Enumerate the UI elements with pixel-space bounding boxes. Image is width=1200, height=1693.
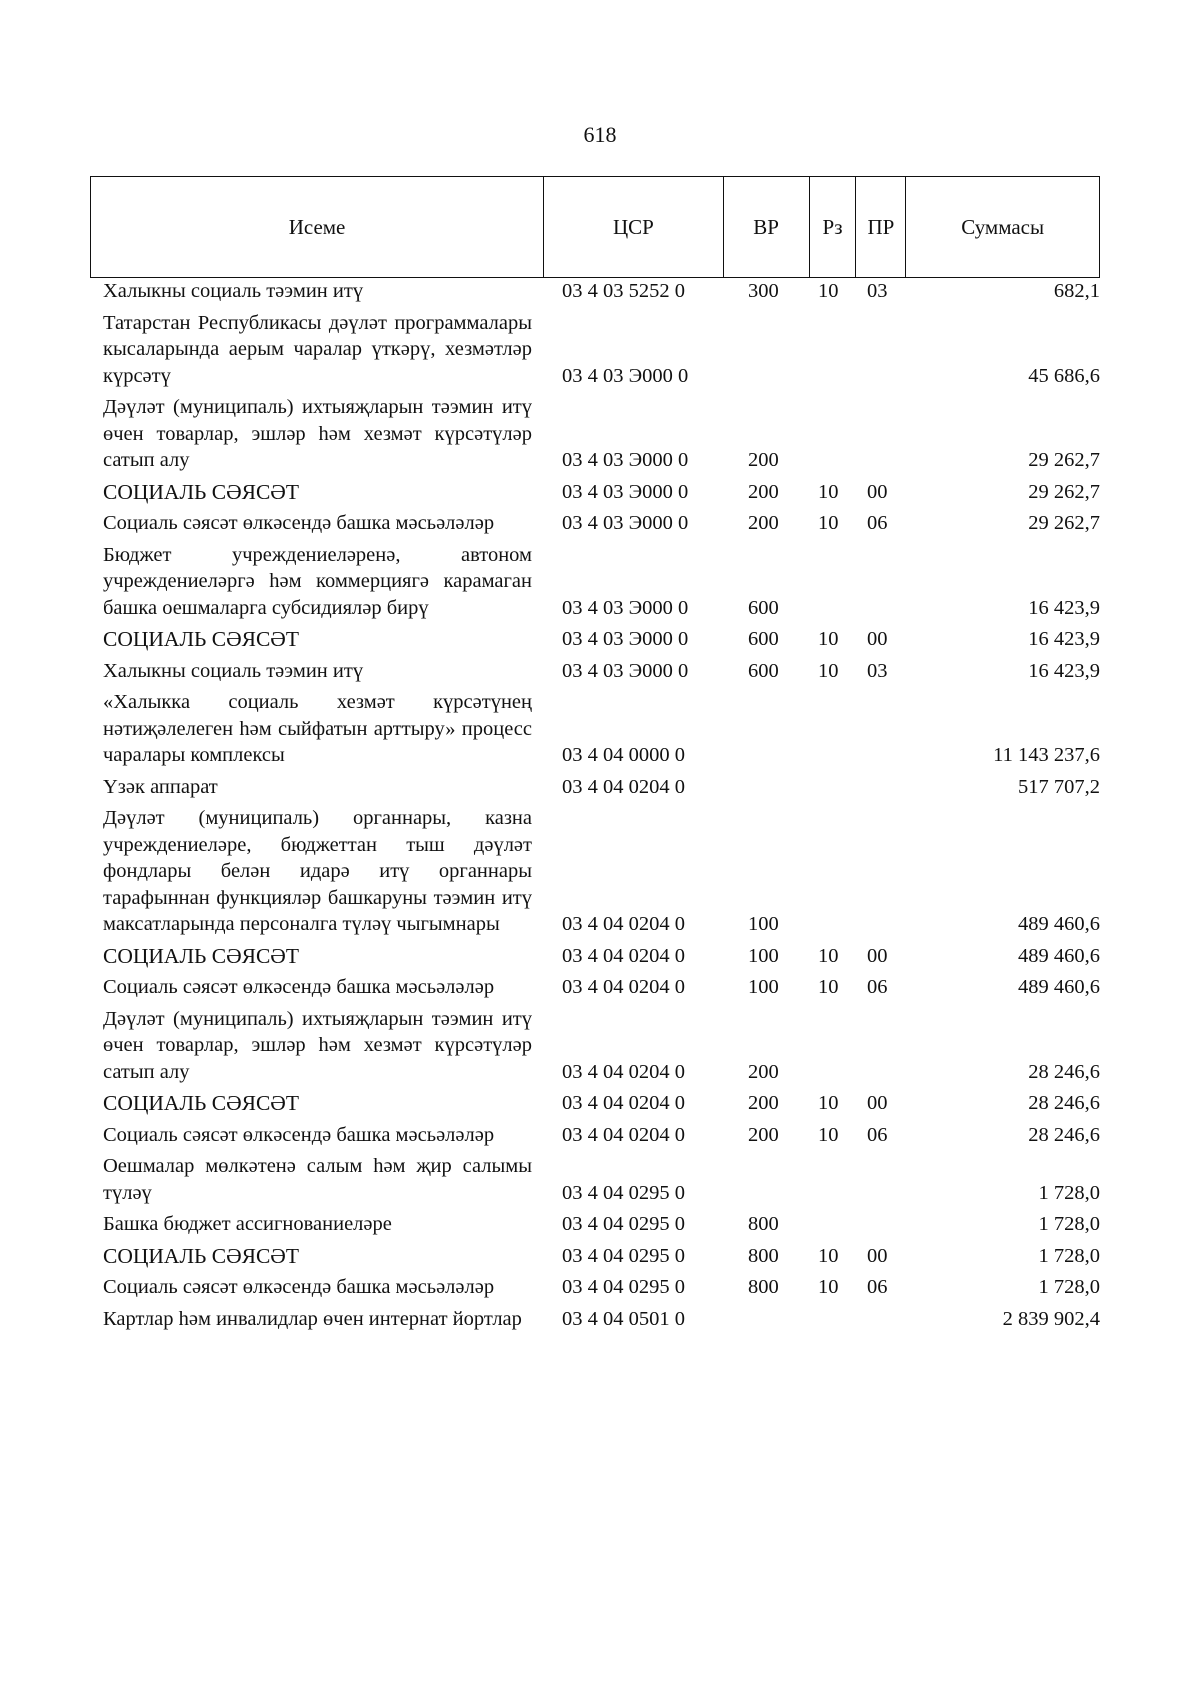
row-csr: 03 4 04 0204 0 (562, 1060, 685, 1083)
row-sum: 1 728,0 (1038, 1276, 1100, 1298)
row-rz: 10 (818, 512, 839, 534)
row-rz: 10 (818, 944, 839, 967)
row-csr: 03 4 04 0295 0 (562, 1181, 685, 1204)
row-name: СОЦИАЛЬ СӘЯСӘТ (103, 1091, 299, 1115)
row-vr: 200 (748, 1092, 779, 1114)
row-name: Социаль сәясәт өлкәсендә башка мәсьәләләр (103, 1276, 495, 1298)
row-csr: 03 4 04 0295 0 (562, 1244, 685, 1267)
row-name: Социаль сәясәт өлкәсендә башка мәсьәләләр (103, 512, 495, 534)
table-row (90, 278, 1100, 305)
header-vr: ВР (724, 177, 810, 277)
row-vr: 200 (748, 1060, 779, 1083)
row-sum: 489 460,6 (1018, 976, 1100, 998)
row-pr: 06 (867, 1123, 888, 1146)
row-pr: 06 (867, 512, 888, 534)
row-csr: 03 4 03 Э000 0 (562, 364, 689, 387)
row-pr: 03 (867, 280, 888, 302)
row-name: СОЦИАЛЬ СӘЯСӘТ (103, 627, 299, 651)
table-header (90, 176, 1100, 278)
row-sum: 682,1 (1053, 280, 1100, 302)
row-csr: 03 4 03 Э000 0 (562, 512, 689, 534)
row-rz: 10 (818, 628, 839, 650)
header-csr: ЦСР (544, 177, 724, 277)
page-number: 618 (583, 122, 617, 147)
row-vr: 200 (748, 1123, 779, 1146)
row-name: «Халыкка социаль хезмәт күрсәтүнең нәтиҗәлелеген һәм сыйфатын арттыру» процесс чаралары комплексы (103, 691, 532, 766)
table-row (90, 1243, 1100, 1270)
row-name: Социаль сәясәт өлкәсендә башка мәсьәләләр (103, 1123, 495, 1146)
header-name: Исеме (91, 177, 544, 277)
row-sum: 16 423,9 (1028, 596, 1100, 619)
row-sum: 11 143 237,6 (993, 744, 1100, 766)
row-pr: 06 (867, 1276, 888, 1298)
row-vr: 600 (748, 628, 779, 650)
table-row (90, 394, 1100, 474)
row-csr: 03 4 03 Э000 0 (562, 628, 689, 650)
row-name: СОЦИАЛЬ СӘЯСӘТ (103, 1243, 299, 1268)
table-row (90, 1153, 1100, 1206)
row-csr: 03 4 03 5252 0 (562, 280, 685, 302)
row-name: Бюджет учреждениеләренә, автоном учреждениеләргә һәм коммерциягә карамаган башка оешмаларга субсидияләр бирү (103, 543, 532, 619)
row-vr: 800 (748, 1276, 779, 1298)
row-pr: 00 (867, 1244, 888, 1267)
row-vr: 200 (748, 449, 779, 471)
table-row (90, 542, 1100, 622)
row-sum: 28 246,6 (1028, 1092, 1100, 1114)
row-sum: 28 246,6 (1028, 1060, 1100, 1083)
row-rz: 10 (818, 480, 839, 503)
table-row (90, 1006, 1100, 1086)
row-name: Үзәк аппарат (103, 775, 218, 798)
row-sum: 489 460,6 (1018, 944, 1100, 967)
row-csr: 03 4 04 0204 0 (562, 913, 685, 935)
row-sum: 2 839 902,4 (1002, 1307, 1100, 1330)
row-csr: 03 4 04 0204 0 (562, 976, 685, 998)
row-sum: 489 460,6 (1018, 913, 1100, 935)
row-name: Дәүләт (муниципаль) органнары, казна учреждениеләре, бюджеттан тыш дәүләт фондлары белән идарә итү органнары тарафыннан функцияләр башкаруны тәэмин итү максатларында персоналга түләү чыгымнары (103, 807, 532, 935)
table-row (90, 974, 1100, 1001)
row-rz: 10 (818, 1123, 839, 1146)
row-sum: 1 728,0 (1038, 1244, 1100, 1267)
row-vr: 100 (748, 913, 779, 935)
table-row (90, 1211, 1100, 1238)
row-name: Башка бюджет ассигнованиеләре (103, 1213, 392, 1235)
row-sum: 29 262,7 (1028, 512, 1100, 534)
row-rz: 10 (818, 280, 839, 302)
row-pr: 00 (867, 944, 888, 967)
row-rz: 10 (818, 1276, 839, 1298)
row-csr: 03 4 04 0204 0 (562, 1123, 685, 1146)
row-vr: 300 (748, 280, 779, 302)
row-rz: 10 (818, 976, 839, 998)
row-vr: 100 (748, 976, 779, 998)
row-csr: 03 4 04 0295 0 (562, 1213, 685, 1235)
row-pr: 00 (867, 1092, 888, 1114)
table-row (90, 1274, 1100, 1301)
row-name: Дәүләт (муниципаль) ихтыяҗларын тәэмин итү өчен товарлар, эшләр һәм хезмәт күрсәтүләр сатып алу (103, 396, 532, 471)
row-sum: 1 728,0 (1038, 1181, 1100, 1204)
table-row (90, 626, 1100, 653)
table-row (90, 479, 1100, 506)
row-name: Дәүләт (муниципаль) ихтыяҗларын тәэмин итү өчен товарлар, эшләр һәм хезмәт күрсәтүләр сатып алу (103, 1007, 532, 1083)
row-rz: 10 (818, 1092, 839, 1114)
row-name: Халыкны социаль тәэмин итү (103, 659, 364, 682)
row-vr: 600 (748, 596, 779, 619)
row-name: СОЦИАЛЬ СӘЯСӘТ (103, 479, 299, 504)
row-csr: 03 4 03 Э000 0 (562, 480, 689, 503)
header-rz: Рз (810, 177, 857, 277)
row-vr: 600 (748, 659, 779, 682)
row-vr: 100 (748, 944, 779, 967)
row-vr: 200 (748, 512, 779, 534)
table-row (90, 1122, 1100, 1149)
row-pr: 00 (867, 628, 888, 650)
table-row (90, 1306, 1100, 1333)
row-sum: 29 262,7 (1028, 449, 1100, 471)
row-csr: 03 4 04 0204 0 (562, 944, 685, 967)
table-row (90, 805, 1100, 938)
table-body (90, 278, 1100, 1337)
table-row (90, 310, 1100, 390)
table-row (90, 689, 1100, 769)
row-vr: 800 (748, 1244, 779, 1267)
row-sum: 16 423,9 (1028, 628, 1100, 650)
row-csr: 03 4 04 0204 0 (562, 1092, 685, 1114)
row-pr: 00 (867, 480, 888, 503)
row-vr: 200 (748, 480, 779, 503)
row-pr: 06 (867, 976, 888, 998)
row-name: СОЦИАЛЬ СӘЯСӘТ (103, 943, 299, 968)
row-csr: 03 4 04 0295 0 (562, 1276, 685, 1298)
row-rz: 10 (818, 1244, 839, 1267)
row-vr: 800 (748, 1213, 779, 1235)
row-name: Картлар һәм инвалидлар өчен интернат йортлар (103, 1307, 522, 1330)
row-csr: 03 4 03 Э000 0 (562, 449, 689, 471)
row-csr: 03 4 04 0204 0 (562, 775, 685, 798)
row-name: Оешмалар мөлкәтенә салым һәм җир салымы түләү (103, 1155, 532, 1204)
row-rz: 10 (818, 659, 839, 682)
row-name: Татарстан Республикасы дәүләт программалары кысаларында аерым чаралар үткәрү, хезмәтләр күрсәтү (103, 311, 532, 387)
table-row (90, 510, 1100, 537)
table-row (90, 774, 1100, 801)
row-name: Халыкны социаль тәэмин итү (103, 280, 364, 302)
row-name: Социаль сәясәт өлкәсендә башка мәсьәләләр (103, 976, 495, 998)
row-csr: 03 4 04 0000 0 (562, 744, 685, 766)
row-sum: 45 686,6 (1028, 364, 1100, 387)
row-sum: 29 262,7 (1028, 480, 1100, 503)
header-pr: ПР (856, 177, 906, 277)
table-row (90, 1090, 1100, 1117)
row-sum: 16 423,9 (1028, 659, 1100, 682)
row-pr: 03 (867, 659, 888, 682)
table-row (90, 943, 1100, 970)
table-row (90, 658, 1100, 685)
header-sum: Суммасы (961, 214, 1045, 239)
row-sum: 28 246,6 (1028, 1123, 1100, 1146)
row-csr: 03 4 04 0501 0 (562, 1307, 685, 1330)
row-csr: 03 4 03 Э000 0 (562, 596, 689, 619)
row-sum: 1 728,0 (1038, 1213, 1100, 1235)
row-csr: 03 4 03 Э000 0 (562, 659, 689, 682)
row-sum: 517 707,2 (1018, 775, 1100, 798)
